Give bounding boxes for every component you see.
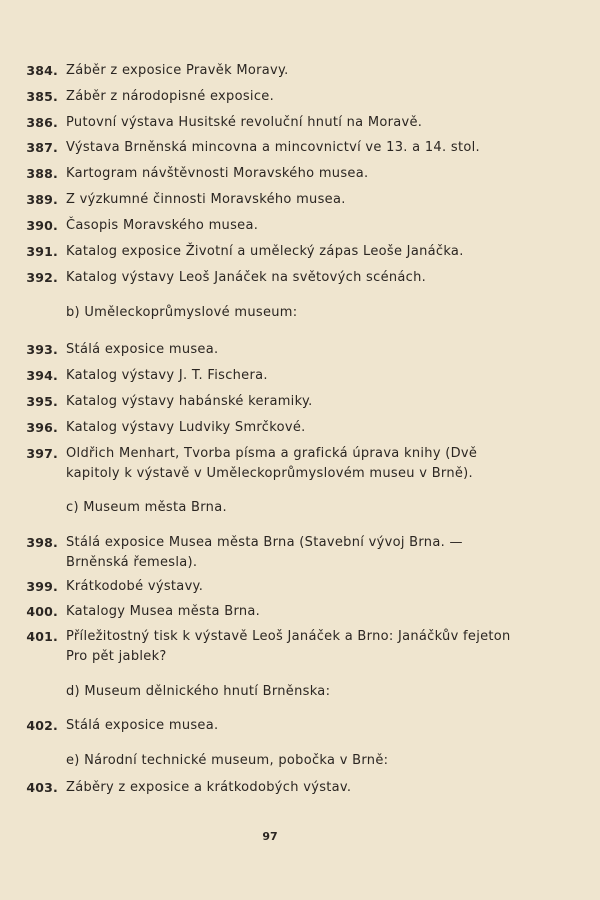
entry-text: Stálá exposice Musea města Brna (Stavební vývoj Brna. — Brněnská řemesla).: [66, 535, 463, 570]
entry-number: 388.: [26, 166, 58, 181]
entry-number: 400.: [26, 604, 58, 619]
entry-number: 403.: [26, 780, 58, 795]
entry-number: 399.: [26, 579, 58, 594]
entry-text: Oldřich Menhart, Tvorba písma a grafická úprava knihy (Dvě kapitoly k výstavě v Uměleckoprůmyslovém museu v Brně).: [66, 446, 478, 481]
entry-text: Krátkodobé výstavy.: [66, 579, 204, 594]
entry-text: Katalog výstavy habánské keramiky.: [66, 394, 313, 409]
entry-number: 390.: [26, 218, 58, 233]
entry-number: 398.: [26, 535, 58, 550]
entry-number: 392.: [26, 270, 58, 285]
entry-text: Putovní výstava Husitské revoluční hnutí na Moravě.: [66, 115, 423, 130]
entry-text: Katalog exposice Životní a umělecký zápas Leoše Janáčka.: [66, 244, 464, 259]
entry-text: Stálá exposice musea.: [66, 718, 219, 733]
entry-text: Záběr z exposice Pravěk Moravy.: [66, 63, 289, 78]
entry-number: 396.: [26, 420, 58, 435]
entry-text: Záběr z národopisné exposice.: [66, 89, 275, 104]
entry-text: Kartogram návštěvnosti Moravského musea.: [66, 166, 369, 181]
entry-text: Záběry z exposice a krátkodobých výstav.: [66, 780, 352, 795]
entry-number: 397.: [26, 446, 58, 461]
entry-number: 389.: [26, 192, 58, 207]
section-heading: c) Museum města Brna.: [66, 500, 227, 515]
page-number: 97: [262, 830, 278, 843]
entry-number: 387.: [26, 140, 58, 155]
entry-number: 402.: [26, 718, 58, 733]
section-heading: e) Národní technické museum, pobočka v Brně:: [66, 753, 389, 768]
entry-number: 393.: [26, 342, 58, 357]
entry-text: Katalog výstavy J. T. Fischera.: [66, 368, 268, 383]
entry-text: Výstava Brněnská mincovna a mincovnictví ve 13. a 14. stol.: [66, 140, 480, 155]
entry-text: Stálá exposice musea.: [66, 342, 219, 357]
entry-number: 384.: [26, 63, 58, 78]
entry-text: Katalog výstavy Leoš Janáček na světových scénách.: [66, 270, 427, 285]
entry-text: Časopis Moravského musea.: [66, 218, 259, 233]
entry-number: 386.: [26, 115, 58, 130]
entry-text: Příležitostný tisk k výstavě Leoš Janáček a Brno: Janáčkův fejeton Pro pět jablek?: [66, 629, 511, 664]
entry-number: 385.: [26, 89, 58, 104]
section-heading: b) Uměleckoprůmyslové museum:: [66, 305, 298, 320]
entry-number: 391.: [26, 244, 58, 259]
entry-text: Z výzkumné činnosti Moravského musea.: [66, 192, 346, 207]
entry-text: Katalogy Musea města Brna.: [66, 604, 261, 619]
entry-number: 401.: [26, 629, 58, 644]
entry-number: 395.: [26, 394, 58, 409]
section-heading: d) Museum dělnického hnutí Brněnska:: [66, 684, 331, 699]
entry-number: 394.: [26, 368, 58, 383]
entry-text: Katalog výstavy Ludviky Smrčkové.: [66, 420, 306, 435]
